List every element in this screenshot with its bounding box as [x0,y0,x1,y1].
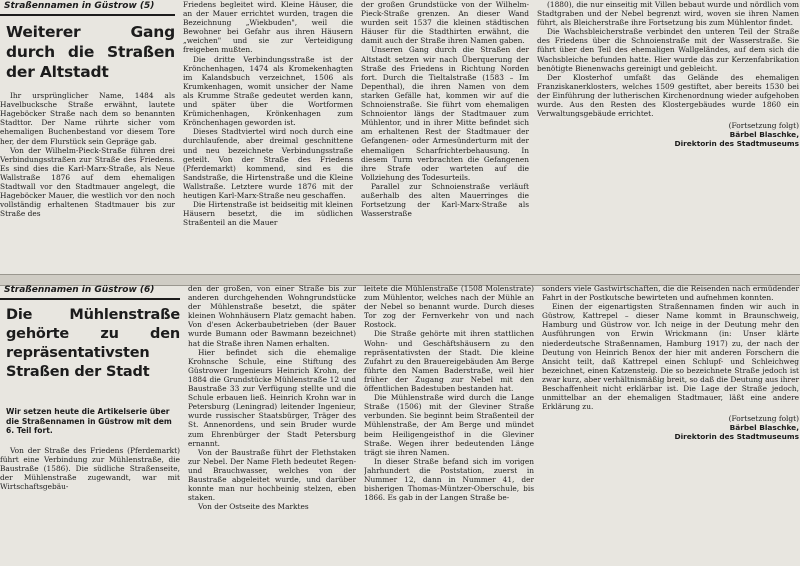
paragraph: Von der Baustraße führt der Flethstaken zur Nebel. Der Name Fleth bedeutet Regen- und Brauchwasser, welches von der Baustraße abgeleitet wurde, und darüber konnte man nur hochbeinig stelzen, eben staken. [188,447,356,503]
article2-author-title: Direktorin des Stadtmuseums [674,432,799,442]
paragraph: Die Straße gehörte mit ihren stattlichen Wohn- und Geschäftshäusern zu den repräsentativsten der Stadt. Die kleine Zufahrt zu den Brauereigebäuden Am Berge führte den Namen Baderstraße, weil hier früher der Zugang zur Nebel mit den öffentlichen Badestuben bestanden hat. [364,329,534,394]
paragraph: Friedens begleitet wird. Kleine Häuser, die an der Mauer errichtet wurden, tragen die Bezeichnung „Wiekbuden", weil die Bewohner bei Gefahr aus ihren Häusern „weichen" und sie zur Verteidigung freigeben mußten. [183,0,353,55]
article2-signature [542,414,799,441]
paragraph: Der Klosterhof umfaßt das Gelände des ehemaligen Franziskanerklosters, welches 1509 gestiftet, aber bereits 1530 bei der Einführung der lutherischen Kirchenordnung wieder aufgehoben wurde. Aus den Resten des Klostergebäudes wurde 1860 ein Verwaltungsgebäude errichtet. [537,72,799,119]
article1-column-3-text [361,0,529,218]
article1-column-4-text [537,0,799,118]
article2-column-1 [0,284,180,566]
article2-headline: Die Mühlenstraße gehörte zu den repräsentativsten Straßen der Stadt [6,307,180,381]
article1-signature [537,121,799,148]
article1-author-title: Direktorin des Stadtmuseums [674,139,799,149]
article2-continued-note: (Fortsetzung folgt) [728,414,799,424]
paragraph: Einen der eigenartigsten Straßennamen finden wir auch in Güstrow, Kattrepel – dieser Name kommt in Braunschweig, Hamburg und Güstrow vor. Ich neige in der Deutung mehr den Ausführungen von Erwin Wrickmann (in: Unser klärte niederdeutsche Straßennamen, Hamburg 1917) zu, der nach der Deutung von Heinrich Benox der hier mit anderen Forschern die Ansicht teilt, daß Kattrepel einen Schlupf- und Schleichweg bezeichnet, einen Katzensteig. Die so bezeichnete Straße jedoch ist zwar kurz, aber verhältnismäßig breit, so daß die Deutung aus ihrer Beschaffenheit nicht erklärbar ist. Die Lage der Straße jedoch, unmittelbar an der ehemaligen Stadtmauer, läßt eine andere Erklärung zu. [542,302,799,412]
article1-author: Bärbel Blaschke, [729,130,799,140]
paragraph: den der großen, von einer Straße bis zur anderen durchgehenden Wohngrundstücke der Mühlenstraße besetzt, die später kleinen Wohnhäusern Platz gemacht haben. Von d'esen Ackerbaubetrieben (der Bauer wurde Bumann oder Bawmann bezeichnet) hat die Straße ihren Namen erhalten. [188,284,356,348]
paragraph: Von der Wilhelm-Pieck-Straße führen drei Verbindungsstraßen zur Straße des Friedens. Es sind dies die Karl-Marx-Straße, als Neue Wallstraße 1876 auf dem ehemaligen Stadtwall vor den Stadtmauer angelegt, die Hageböcker Mauer, die westlich vor den noch vollständig erhaltenen Stadtmauer bis zur Straße des [0,145,175,219]
paragraph: Ihr ursprünglicher Name, 1484 als Havelbucksche Straße erwähnt, lautete Hageböcker Straße nach dem so benannten Stadttor. Der Name rührte sicher vom ehemaligen Buchenbestand vor diesem Tore her, der dem Flurstück sein Gepräge gab. [0,91,175,146]
article1-headline: Weiterer Gang durch die Straßen der Altstadt [6,23,175,82]
article2-column-1-text [0,446,180,491]
article1-column-2 [183,0,353,274]
paragraph: Die Mühlenstraße wird durch die Lange Straße (1506) mit der Gleviner Straße verbunden. Sie beginnt beim Straßenteil der Mühlenstraße, der Am Berge und mündet beim Heiligengeisthof in die Gleviner Straße. Wegen ihrer bedeutenden Länge trägt sie ihren Namen. [364,393,534,457]
paragraph: der großen Grundstücke von der Wilhelm-Pieck-Straße grenzen. An dieser Wand wurden seit 1537 die kleinen städtischen Häuser für die Stadthirten erwähnt, die damit auch der Straße ihren Namen gaben. [361,0,529,46]
paragraph: Die Hirtenstraße ist beidseitig mit kleinen Häusern besetzt, die im südlichen Straßenteil an die Mauer [183,200,353,228]
article1-continued-note: (Fortsetzung folgt) [728,121,799,131]
paragraph: Von der Straße des Friedens (Pferdemarkt) führt eine Verbindung zur Mühlenstraße, die Baustraße (1586). Die südliche Straßenseite, der Mühlenstraße zugewandt, war mit Wirtschaftsgebäu- [0,445,180,491]
article2-column-2 [188,284,356,566]
article1-column-3 [361,0,529,274]
article2-column-4-text [542,284,799,411]
article1-column-1 [0,0,175,274]
paragraph: Parallel zur Schnoienstraße verläuft außerhalb des alten Mauerringes die Fortsetzung der Karl-Marx-Straße als Wasserstraße [361,181,529,219]
paragraph: In dieser Straße befand sich im vorigen Jahrhundert die Poststation, zuerst in Nummer 12, dann in Nummer 41, der bisherigen Thomas-Müntzer-Oberschule, bis 1866. Es gab in der Langen Straße be- [364,456,534,503]
article1-column-4 [537,0,799,274]
article2-column-3 [364,284,534,566]
paragraph: (1880), die nur einseitig mit Villen bebaut wurde und nördlich vom Stadtgraben und der Nebel begrenzt wird, woven sie ihren Namen führt, als Bleicherstraße ihre Fortsetzung bis zum Mühlentor findet. [537,0,799,28]
paragraph: Dieses Stadtviertel wird noch durch eine durchlaufende, aber dreimal geschnittene und neu bezeichnete Verbindungsstraße geteilt. Von der Straße des Friedens (Pferdemarkt) kommend, sind es die Sandstraße, die Hirtenstraße und die Kleine Wallstraße. Letztere wurde 1876 mit der heutigen Karl-Marx-Straße neu geschaffen. [183,127,353,200]
article2-column-4 [542,284,799,566]
paragraph: Von der Ostseite des Marktes [198,502,309,512]
paragraph: sonders viele Gastwirtschaften, die die Reisenden nach ermüdender Fahrt in der Postkutsche bewirteten und aufnehmen konnten. [542,284,799,303]
article-street-names-part-6 [0,284,800,566]
paragraph: Unseren Gang durch die Straßen der Altstadt setzen wir nach Überquerung der Straße des Friedens in Richtung Norden fort. Durch die Tieltalstraße (1583 – Im Depenthal), die ihren Namen von dem starken Gefälle hat, kommen wir auf die Schnoienstraße. Sie führt vom ehemaligen Schnoientor längs der Stadtmauer zum Mühlentor, und in ihrer Mitte befindet sich am erhaltenen Rest der Stadtmauer der Gefangenen- oder Armesünderturm mit der ehemaligen Scharfrichterbehausung. In diesem Turm verbrachten die Gefangenen ihre Strafe oder warteten auf die Vollziehung des Todesurteils. [361,45,529,182]
article-street-names-part-5 [0,0,800,274]
article2-column-2-text [188,284,356,511]
article1-column-2-text [183,0,353,227]
article2-kicker: Straßennamen in Güstrow (6) [0,284,180,300]
paragraph: Hier befindet sich die ehemalige Krohnsche Schule, eine Stiftung des Güstrower Ingenieurs Heinrich Krohn, der 1884 die Grundstücke Mühlenstraße 12 und Baustraße 33 zur Verfügung stellte und die Schule erbauen ließ. Heinrich Krohn war in Petersburg (Leningrad) leitender Ingenieur, wurde russischer Staatsbürger, Träger des St. Annenordens, und sein Bruder wurde zum Ehrenbürger der Stadt Petersburg ernannt. [188,347,356,448]
paragraph: leitete die Mühlenstraße (1508 Molenstrate) zum Mühlentor, welches nach der Mühle an der Nebel so benannt wurde. Durch dieses Tor zog der Fernverkehr von und nach Rostock. [364,284,534,330]
article1-kicker: Straßennamen in Güstrow (5) [0,0,175,16]
paragraph: Die Wachsbleicherstraße verbindet den unteren Teil der Straße des Friedens über die Schnoienstraße mit der Wasserstraße. Sie führt über den Teil des ehemaligen Wallgeländes, auf dem sich die Wachsbleiche befunden hatte. Hier wurde das zur Kerzenfabrikation benötigte Bienenwachs gereinigt und gebleicht. [537,27,799,73]
article2-column-3-text [364,284,534,502]
article2-intro: Wir setzen heute die Artikelserie über die Straßennamen in Güstrow mit dem 6. Teil fort. [6,407,172,436]
paragraph: Die dritte Verbindungsstraße ist der Krönchenhagen, 1474 als Kromekenhagten im Kalandsbuch verzeichnet, 1506 als Krumkenhagen, womit unsicher der Name als Krumme Straße gedeutet werden kann, und später über die Wortformen Krümichenhagen, Krönkenhagen zum Krönchenhagen geworden ist. [183,54,353,128]
article2-author: Bärbel Blaschke, [729,423,799,433]
article1-column-1-text [0,91,175,218]
